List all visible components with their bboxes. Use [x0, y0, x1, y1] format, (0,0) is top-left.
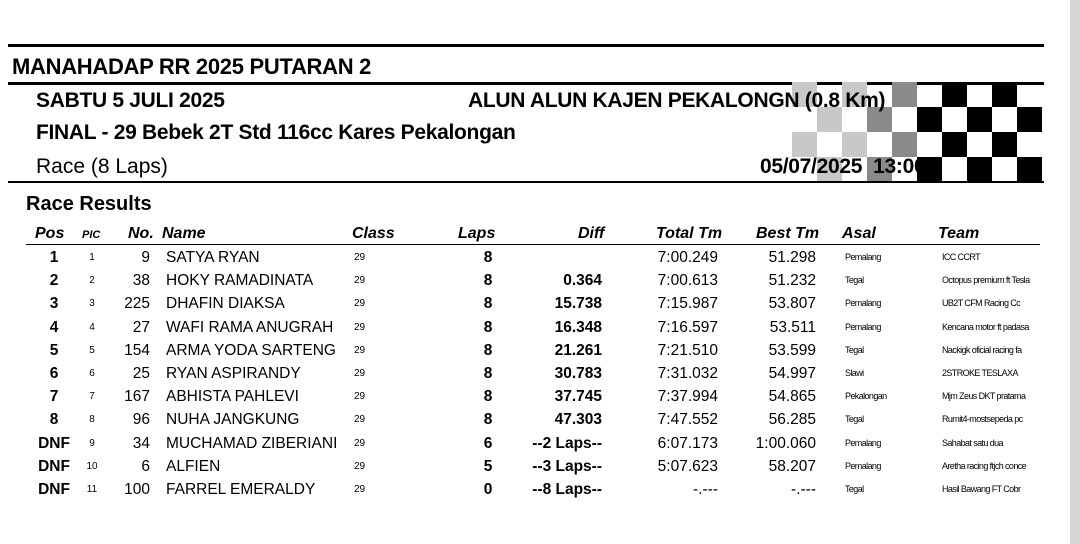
pos-cell: 2 — [49, 272, 59, 290]
total-time-cell: 7:31.032 — [657, 365, 718, 382]
team-cell: 2STROKE TESLAXA — [942, 368, 1018, 378]
number-cell: 167 — [124, 388, 150, 406]
table-row — [0, 362, 1070, 385]
page-edge — [1070, 0, 1080, 544]
col-no: No. — [128, 225, 154, 242]
diff-cell: 37.745 — [554, 388, 602, 406]
best-time-cell: -.--- — [791, 481, 816, 498]
number-cell: 6 — [141, 457, 150, 475]
pic-cell: 8 — [89, 414, 95, 426]
number-cell: 100 — [124, 481, 150, 498]
name-cell: ABHISTA PAHLEVI — [166, 388, 299, 406]
class-cell: 29 — [354, 460, 366, 472]
class-cell: 29 — [354, 484, 366, 495]
best-time-cell: 53.511 — [769, 318, 816, 336]
table-row — [0, 455, 1070, 478]
total-time-cell: 5:07.623 — [657, 457, 718, 475]
class-cell: 29 — [354, 437, 366, 449]
diff-cell: --8 Laps-- — [532, 481, 602, 498]
laps-cell: 8 — [483, 318, 493, 336]
total-time-cell: 7:21.510 — [657, 341, 718, 359]
team-cell: ICC CCRT — [942, 252, 981, 262]
table-row — [0, 408, 1070, 431]
total-time-cell: 7:15.987 — [657, 295, 718, 313]
best-time-cell: 58.207 — [768, 457, 816, 475]
laps-cell: 8 — [483, 341, 493, 359]
pos-cell: 4 — [49, 318, 59, 336]
best-time-cell: 54.997 — [768, 365, 816, 382]
diff-cell: 0.364 — [563, 272, 602, 290]
name-cell: MUCHAMAD ZIBERIANI — [166, 434, 338, 452]
pos-cell: DNF — [38, 481, 70, 498]
laps-cell: 8 — [483, 295, 493, 313]
header-bottom-rule — [8, 181, 1044, 183]
col-pos: Pos — [35, 225, 65, 242]
name-cell: DHAFIN DIAKSA — [166, 295, 285, 313]
pos-cell: 5 — [49, 341, 59, 359]
total-time-cell: 7:47.552 — [657, 411, 718, 429]
pic-cell: 11 — [86, 484, 98, 495]
name-cell: FARREL EMERALDY — [166, 481, 316, 498]
origin-cell: Slawi — [845, 368, 864, 378]
col-laps: Laps — [458, 225, 496, 242]
total-time-cell: 7:37.994 — [657, 388, 718, 406]
col-asal: Asal — [842, 225, 876, 242]
table-row — [0, 316, 1070, 339]
best-time-cell: 56.285 — [768, 411, 816, 429]
top-rule — [8, 44, 1044, 47]
name-cell: NUHA JANGKUNG — [166, 411, 300, 429]
best-time-cell: 53.807 — [768, 295, 816, 313]
laps-cell: 5 — [483, 457, 493, 475]
team-cell: Nackigk oficial racing fa — [942, 344, 1022, 355]
laps-cell: 8 — [483, 411, 493, 429]
pic-cell: 10 — [86, 460, 98, 472]
col-total: Total Tm — [656, 225, 723, 242]
team-cell: Hasil Bawang FT Cobr — [942, 484, 1021, 494]
pic-cell: 5 — [89, 344, 95, 356]
number-cell: 154 — [124, 341, 150, 359]
pic-cell: 3 — [89, 298, 95, 310]
name-cell: SATYA RYAN — [166, 249, 260, 266]
col-best: Best Tm — [756, 225, 820, 242]
number-cell: 96 — [132, 411, 150, 429]
table-row — [0, 292, 1070, 315]
pic-cell: 9 — [89, 437, 95, 449]
name-cell: RYAN ASPIRANDY — [166, 365, 301, 382]
team-cell: Mjm Zeus DKT pratama — [942, 391, 1026, 402]
laps-cell: 8 — [483, 249, 493, 266]
pic-cell: 7 — [89, 391, 95, 403]
class-cell: 29 — [354, 252, 366, 263]
origin-cell: Pemalang — [845, 321, 881, 332]
class-cell: 29 — [354, 368, 366, 379]
total-time-cell: -.--- — [693, 481, 718, 498]
race-type: Race (8 Laps) — [36, 155, 168, 178]
col-name: Name — [162, 225, 206, 242]
best-time-cell: 54.865 — [768, 388, 816, 406]
total-time-cell: 7:00.249 — [657, 249, 718, 266]
number-cell: 27 — [132, 318, 150, 336]
team-cell: Sahabat satu dua — [942, 437, 1003, 448]
class-cell: 29 — [354, 344, 366, 356]
number-cell: 34 — [132, 434, 150, 452]
laps-cell: 8 — [483, 388, 493, 406]
best-time-cell: 1:00.060 — [755, 434, 816, 452]
pos-cell: 1 — [49, 249, 59, 266]
pos-cell: 8 — [49, 411, 59, 429]
origin-cell: Pemalang — [845, 437, 881, 448]
pos-cell: 7 — [49, 388, 59, 406]
event-title: MANAHADAP RR 2025 PUTARAN 2 — [12, 54, 372, 79]
name-cell: ALFIEN — [166, 457, 221, 475]
table-row — [0, 432, 1070, 455]
pos-cell: DNF — [38, 457, 70, 475]
number-cell: 38 — [132, 272, 150, 290]
origin-cell: Pemalang — [845, 298, 881, 309]
origin-cell: Pemalang — [845, 252, 881, 262]
table-row — [0, 478, 1070, 501]
laps-cell: 6 — [483, 434, 493, 452]
best-time-cell: 51.232 — [768, 272, 816, 290]
name-cell: WAFI RAMA ANUGRAH — [166, 318, 334, 336]
pic-cell: 2 — [89, 275, 95, 287]
pic-cell: 4 — [89, 321, 95, 333]
total-time-cell: 7:00.613 — [657, 272, 718, 290]
origin-cell: Pekalongan — [845, 391, 887, 402]
number-cell: 9 — [141, 249, 150, 266]
table-row — [0, 269, 1070, 292]
column-header-rule — [26, 244, 1040, 245]
team-cell: UB2T CFM Racing Cc — [942, 298, 1021, 309]
diff-cell: 30.783 — [554, 365, 602, 382]
class-cell: 29 — [354, 321, 366, 333]
laps-cell: 8 — [483, 365, 493, 382]
team-cell: Octopus premium ft Tesla — [942, 275, 1030, 286]
number-cell: 25 — [132, 365, 150, 382]
table-row — [0, 339, 1070, 362]
name-cell: HOKY RAMADINATA — [166, 272, 314, 290]
origin-cell: Tegal — [845, 484, 864, 494]
diff-cell: --3 Laps-- — [532, 457, 602, 475]
race-date: SABTU 5 JULI 2025 — [36, 89, 225, 112]
pic-cell: 6 — [89, 368, 95, 379]
name-cell: ARMA YODA SARTENG — [166, 341, 336, 359]
number-cell: 225 — [124, 295, 150, 313]
origin-cell: Pemalang — [845, 460, 881, 471]
class-cell: 29 — [354, 391, 366, 403]
total-time-cell: 7:16.597 — [657, 318, 718, 336]
pos-cell: DNF — [38, 434, 70, 452]
class-cell: 29 — [354, 414, 366, 426]
pic-cell: 1 — [89, 252, 95, 263]
table-row — [0, 246, 1070, 269]
team-cell: Rumit4-mostsepeda pc — [942, 414, 1023, 425]
race-datetime: 05/07/2025 13:00 — [760, 155, 926, 178]
venue: ALUN ALUN KAJEN PEKALONGN (0.8 Km) — [468, 89, 886, 112]
total-time-cell: 6:07.173 — [657, 434, 718, 452]
diff-cell: 15.738 — [554, 295, 602, 313]
pos-cell: 3 — [49, 295, 59, 313]
origin-cell: Tegal — [845, 344, 864, 355]
col-pic: PIC — [82, 229, 101, 241]
class-cell: 29 — [354, 298, 366, 310]
col-class: Class — [352, 225, 395, 242]
diff-cell: 16.348 — [554, 318, 602, 336]
origin-cell: Tegal — [845, 275, 864, 286]
team-cell: Kencana motor ft padasa — [942, 321, 1029, 332]
origin-cell: Tegal — [845, 414, 864, 425]
col-diff: Diff — [578, 225, 605, 242]
table-row — [0, 385, 1070, 408]
best-time-cell: 51.298 — [768, 249, 816, 266]
diff-cell: 21.261 — [554, 341, 602, 359]
laps-cell: 0 — [483, 481, 493, 498]
best-time-cell: 53.599 — [768, 341, 816, 359]
team-cell: Aretha racing ftjch conce — [942, 460, 1027, 471]
pos-cell: 6 — [49, 365, 59, 382]
section-title: Race Results — [26, 193, 152, 215]
class-cell: 29 — [354, 275, 366, 287]
col-team: Team — [938, 225, 980, 242]
laps-cell: 8 — [483, 272, 493, 290]
diff-cell: 47.303 — [554, 411, 602, 429]
race-name: FINAL - 29 Bebek 2T Std 116cc Kares Pekalongan — [36, 121, 516, 144]
diff-cell: --2 Laps-- — [532, 434, 602, 452]
